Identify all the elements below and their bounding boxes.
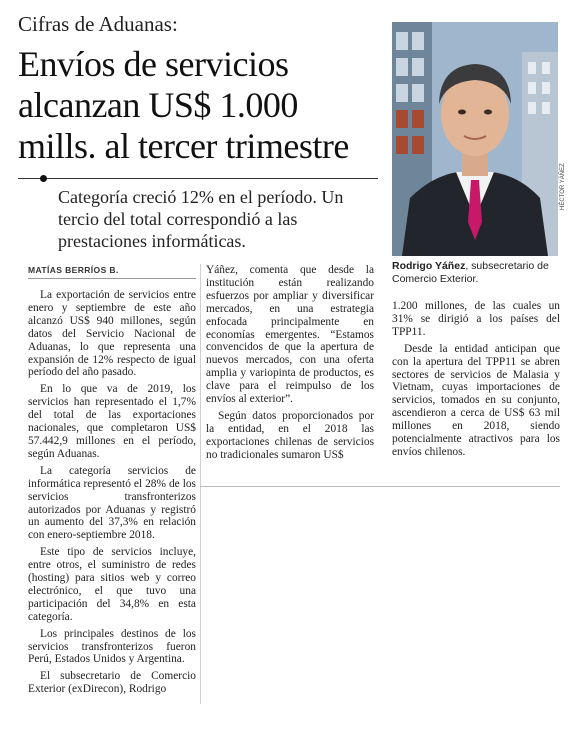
rule-bullet <box>40 175 47 182</box>
paragraph: El subsecretario de Comercio Exterior (exDirecon), Rodrigo <box>28 670 196 696</box>
paragraph: Según datos proporcionados por la entidad, en el 2018 las exportaciones chilenas de servicios no tradicionales sumaron US$ <box>206 409 374 461</box>
photo-credit: HÉCTOR YÁÑEZ <box>560 163 566 210</box>
portrait-illustration <box>392 22 558 256</box>
portrait-photo <box>392 22 558 256</box>
paragraph: Este tipo de servicios incluye, entre otros, el suministro de redes (hosting) para sitios web y correo electrónico, el que tuvo una participación del 34,8% en esta categoría. <box>28 546 196 623</box>
article-column-2 <box>206 264 374 466</box>
caption-name: Rodrigo Yáñez <box>392 260 466 272</box>
kicker: Cifras de Aduanas: <box>18 12 178 36</box>
paragraph: Yáñez, comenta que desde la institución están realizando esfuerzos por ampliar y diversificar mercados, en una estrategia enfocada principalmente en economías emergentes. “Estamos convencidos de que la apertura de nuevos mercados, con una oferta amplia y variopinta de productos, es clave para el reimpulso de los envíos al exterior”. <box>206 264 374 406</box>
paragraph: 1.200 millones, de las cuales un 31% se dirigió a los países del TPP11. <box>392 300 560 338</box>
headline: Envíos de servicios alcanzan US$ 1.000 mills. al tercer trimestre <box>18 44 349 166</box>
paragraph: Desde la entidad anticipan que con la apertura del TPP11 se abren sectores de servicios de Malasia y Vietnam, cuyas importaciones de servicios, tomados en su conjunto, ascendieron a cerca de US$ 63 mil millones en 2018, siendo potencialmente atractivos para los envíos chilenos. <box>392 342 560 458</box>
paragraph: La exportación de servicios entre enero y septiembre de este año alcanzó US$ 940 millones, según datos del Servicio Nacional de Aduanas, lo que representa una expansión de 12% respecto de igual período del año pasado. <box>28 289 196 379</box>
column-divider <box>200 264 201 704</box>
headline-rule <box>18 178 378 179</box>
paragraph: Los principales destinos de los servicios transfronterizos fueron Perú, Estados Unidos y Argentina. <box>28 627 196 666</box>
deck: Categoría creció 12% en el período. Un tercio del total correspondió a las prestaciones informáticas. <box>58 187 344 251</box>
article-column-1 <box>28 289 196 700</box>
paragraph: La categoría servicios de informática representó el 28% de los servicios transfronterizos autorizados por Aduanas y registró un aumento del 37,3% en relación con enero-septiembre 2018. <box>28 464 196 542</box>
byline: MATÍAS BERRÍOS B. <box>28 265 196 279</box>
article-end-rule <box>200 486 560 487</box>
article-column-3 <box>392 300 560 463</box>
photo-caption <box>392 260 562 286</box>
caption-text: , subsecretario de Comercio Exterior. <box>392 260 549 285</box>
paragraph: En lo que va de 2019, los servicios han representado el 1,7% del total de las exportaciones nacionales, que completaron US$ 57.442,9 millones en el período, según Aduanas. <box>28 383 196 460</box>
